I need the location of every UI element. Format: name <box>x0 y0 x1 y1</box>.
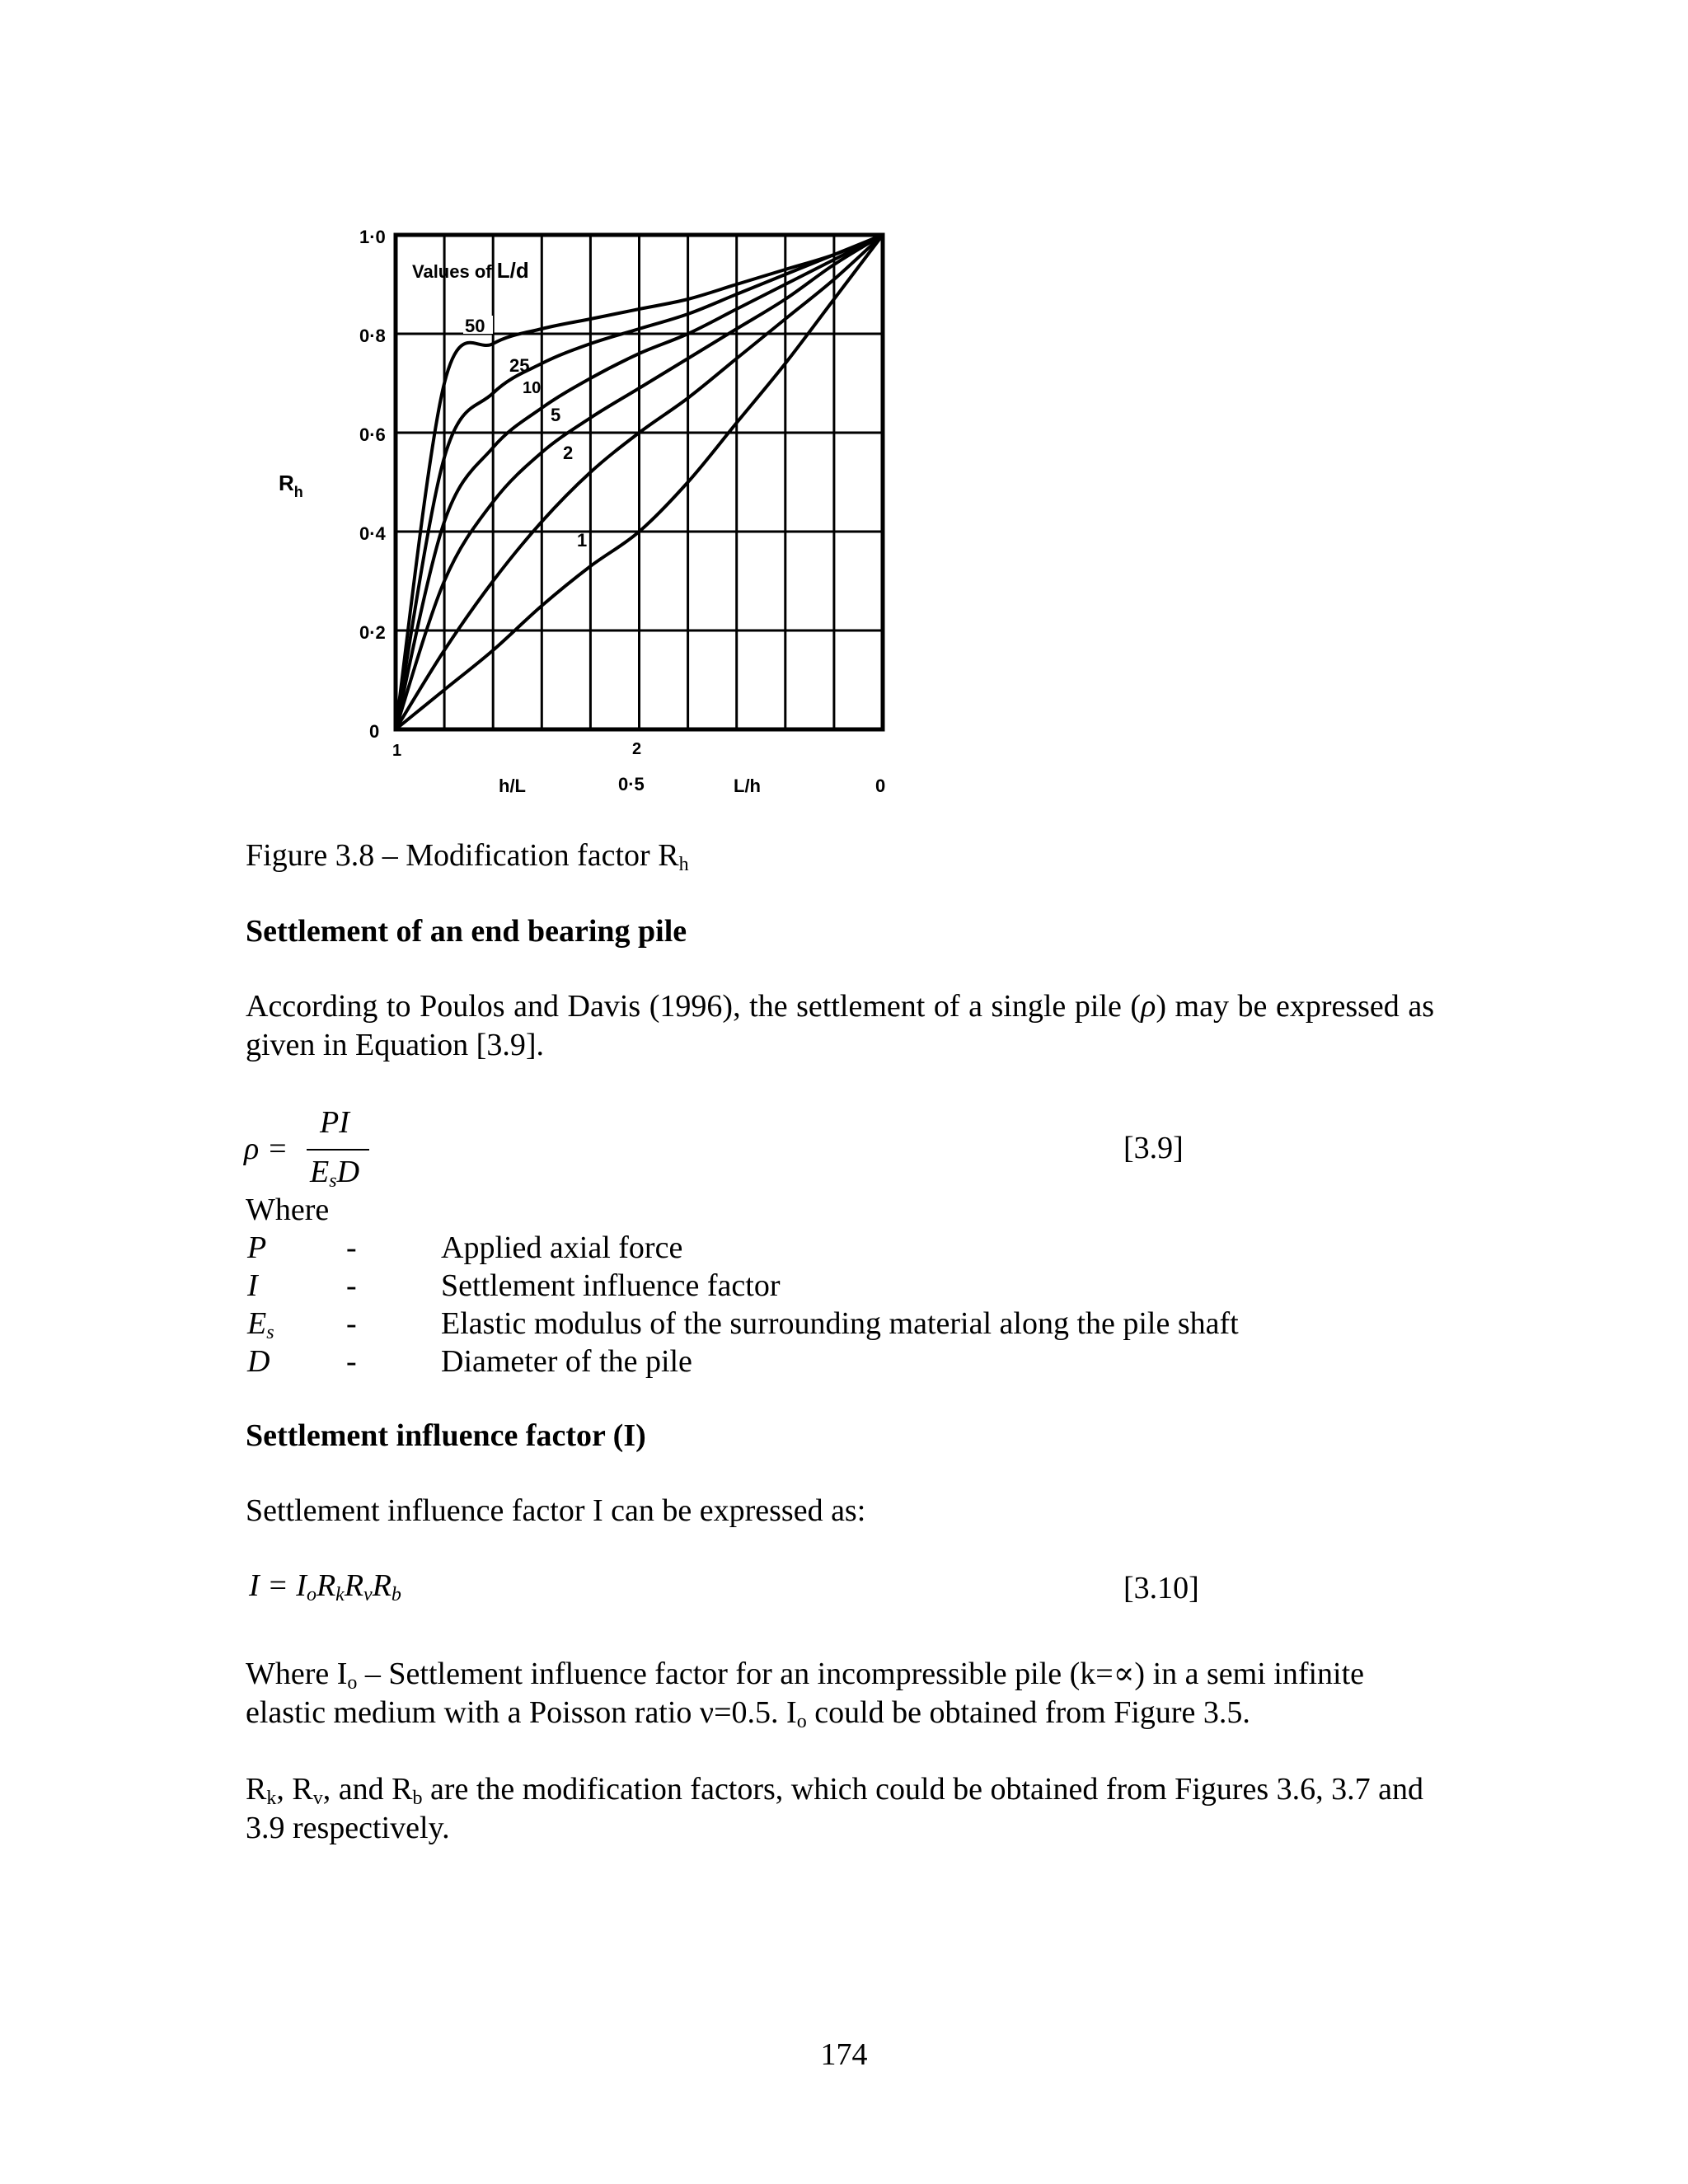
x-tick-0-5: 0·5 <box>618 774 645 794</box>
eq39-denominator: $E_sD$ <box>310 1155 360 1192</box>
eq39-lhs: ρ = <box>244 1132 288 1166</box>
y-tick-1-0: 1·0 <box>359 227 386 247</box>
section-heading-end-bearing: Settlement of an end bearing pile <box>246 914 687 949</box>
section-heading-influence-factor: Settlement influence factor (I) <box>246 1418 646 1453</box>
def-symbol: $E_s$ <box>247 1306 274 1343</box>
curve-label-1: 1 <box>577 530 588 551</box>
intro-text-a: According to Poulos and Davis (1996), the settlement of a single pile ( <box>246 989 1142 1024</box>
curve-label-2: 2 <box>563 443 574 463</box>
def-text: Settlement influence factor <box>441 1268 781 1303</box>
def-dash: - <box>346 1344 357 1379</box>
figure-rh-chart <box>247 210 923 812</box>
curve-label-5: 5 <box>551 405 561 425</box>
eq39-number: [3.9] <box>1123 1131 1184 1165</box>
def-dash: - <box>346 1230 357 1265</box>
x-left-label: h/L <box>499 776 526 796</box>
definition-row <box>247 1230 1484 1268</box>
def-symbol: D <box>247 1344 270 1379</box>
y-tick-0: 0 <box>369 721 380 742</box>
x-tick-1: 1 <box>392 742 402 760</box>
definition-row <box>247 1305 1484 1343</box>
rho-symbol: ρ <box>1141 989 1156 1024</box>
modification-paragraph: $R_k$, $R_v$, and $R_b$ are the modification factors, which could be obtained from Figures 3.6, 3.7 and 3.9 respectively. <box>246 1772 1424 1845</box>
influence-intro: Settlement influence factor I can be expressed as: <box>246 1493 866 1528</box>
definition-row <box>247 1343 1484 1381</box>
def-text: Elastic modulus of the surrounding material along the pile shaft <box>441 1306 1239 1341</box>
page-number: 174 <box>820 2037 868 2072</box>
caption-subscript: h <box>678 854 689 875</box>
def-text: Applied axial force <box>441 1230 683 1265</box>
def-text: Diameter of the pile <box>441 1344 692 1379</box>
eq39-fraction-bar <box>307 1149 369 1151</box>
def-symbol: P <box>247 1230 267 1265</box>
intro-paragraph <box>246 987 1434 1065</box>
x-tick-2: 2 <box>632 740 642 758</box>
intro-text-b: ) may be expressed as given in Equation [3.9]. <box>246 989 1434 1062</box>
figure-caption <box>246 837 1400 875</box>
def-dash: - <box>346 1268 357 1303</box>
def-dash: - <box>346 1306 357 1341</box>
eq39-numerator: PI <box>320 1105 349 1140</box>
y-tick-0-4: 0·4 <box>359 523 386 544</box>
rh-chart-svg <box>247 210 923 812</box>
y-tick-0-8: 0·8 <box>359 326 386 346</box>
where-io-paragraph: Where $I_o$ – Settlement influence factor for an incompressible pile (k=∝) in a semi infinite elastic medium with a Poisson ratio ν=0.5. $I_o$ could be obtained from Figure 3.5. <box>246 1657 1365 1732</box>
x-right-label: L/h <box>734 776 761 796</box>
definition-row <box>247 1268 1484 1305</box>
y-tick-0-2: 0·2 <box>359 622 386 643</box>
equation-3-9 <box>244 1104 409 1195</box>
equation-3-10: $I = I_oR_kR_vR_b$ <box>249 1568 401 1605</box>
y-axis-label: $R_h$ <box>279 471 303 500</box>
eq310-number: [3.10] <box>1123 1571 1199 1605</box>
caption-text: Figure 3.8 – Modification factor R <box>246 838 679 873</box>
curve-label-50: 50 <box>465 316 485 336</box>
legend-title: Values of L/d <box>412 258 529 283</box>
def-symbol: I <box>247 1268 258 1303</box>
y-tick-0-6: 0·6 <box>359 424 386 445</box>
where-label: Where <box>246 1193 330 1227</box>
curve-label-25: 25 <box>509 355 530 376</box>
curve-label-10: 10 <box>523 379 542 397</box>
x-tick-0: 0 <box>875 776 886 796</box>
